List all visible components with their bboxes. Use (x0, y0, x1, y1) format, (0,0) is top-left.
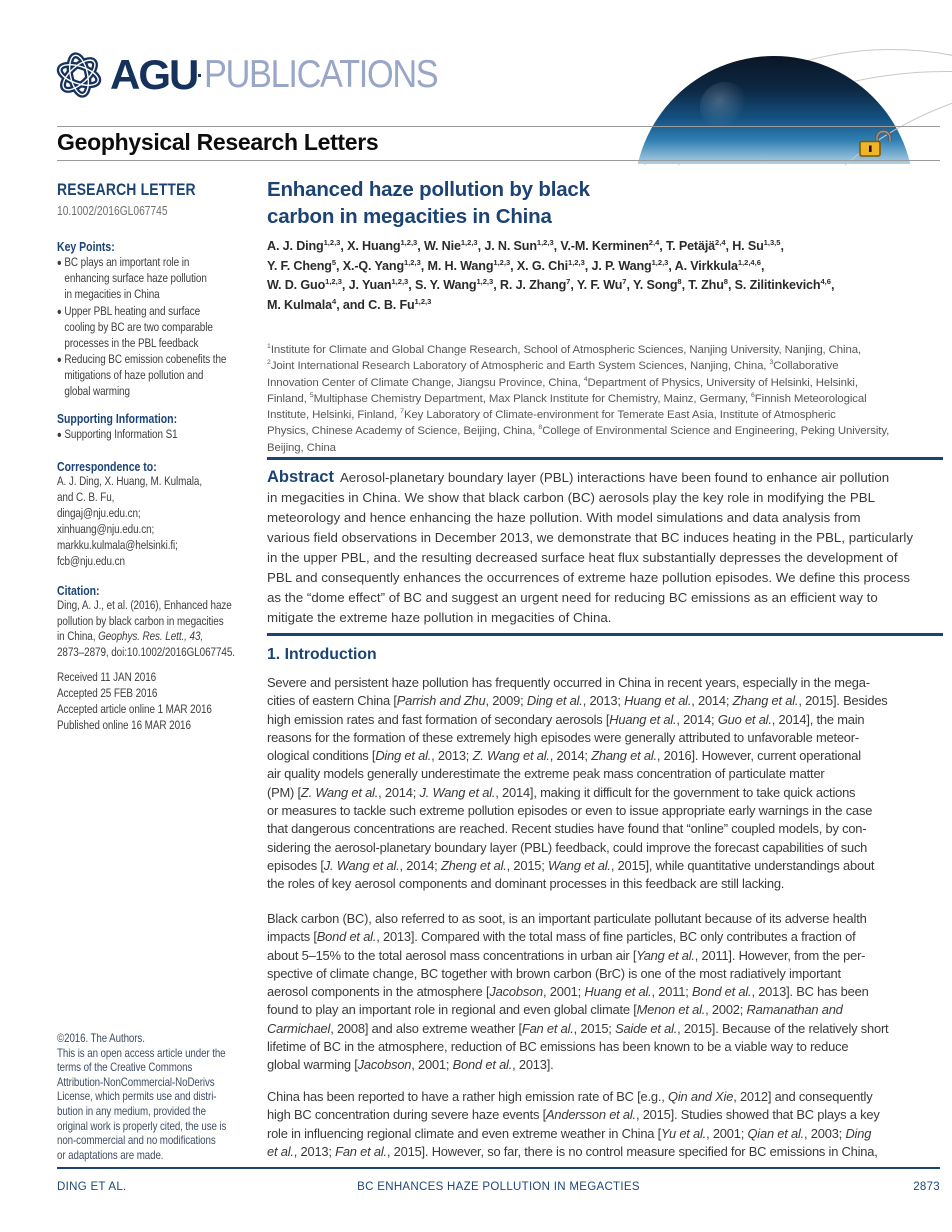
footer-running-title: BC ENHANCES HAZE POLLUTION IN MEGACTIES (357, 1181, 640, 1193)
author-list: A. J. Ding$^{1,2,3}$, X. Huang$^{1,2,3}$, W. Nie$^{1,2,3}$, J. N. Sun$^{1,2,3}$, V.-M. Kerminen$^{2,4}$, T. Petäjä$^{2,4}$, H. Su$^{1,3,5}$, Y. F. Cheng$^5$, X.-Q. Yang$^{1,2,3}$, M. H. Wang$^{1,2,3}$, X. G. Chi$^{1,2,3}$, J. P. Wang$^{1,2,3}$, A. Virkkula$^{1,2,4,6}$, W. D. Guo$^{1,2,3}$, J. Yuan$^{1,2,3}$, S. Y. Wang$^{1,2,3}$, R. J. Zhang$^7$, Y. F. Wu$^7$, Y. Song$^8$, T. Zhu$^8$, S. Zilitinkevich$^{4,6}$, M. Kulmala$^4$, and C. B. Fu$^{1,2,3}$ (267, 237, 835, 312)
logo-publications-text: PUBLICATIONS (204, 53, 438, 96)
article-type: RESEARCH LETTER (57, 180, 196, 199)
article-title: Enhanced haze pollution by black carbon in megacities in China (267, 178, 590, 228)
bullet-icon: • (57, 255, 62, 272)
paragraph: Black carbon (BC), also referred to as soot, is an important particulate pollutant because of its adverse health impacts [Bond et al., 2013]. Compared with the total mass of fine particles, BC only contributes a fraction of about 5–15% to the total aerosol mass concentrations in urban air [Yang et al., 2011]. However, from the per- spective of climate change, BC together with brown carbon (BrC) is one of the most radiatively important aerosol components in the atmosphere [Jacobson, 2001; Huang et al., 2011; Bond et al., 2013]. BC has been found to play an important role in regional and even global climate [Menon et al., 2002; Ramanathan and Carmichael, 2008] and also extreme weather [Fan et al., 2015; Saide et al., 2015]. Because of the relatively short lifetime of BC in the atmosphere, reduction of BC emissions has been known to be a viable way to reduce global warming [Jacobson, 2001; Bond et al., 2013]. (267, 911, 889, 1073)
accepted-date: Accepted 25 FEB 2016 (57, 686, 158, 701)
agu-knot-icon (54, 50, 104, 100)
key-point-text: Reducing BC emission cobenefits the mitigations of haze pollution and global warming (64, 352, 227, 399)
supporting-info-text[interactable]: Supporting Information S1 (64, 427, 178, 442)
abstract-label: Abstract (267, 468, 334, 486)
abstract (267, 468, 943, 628)
affiliations: $^1$Institute for Climate and Global Change Research, School of Atmospheric Sciences, Nanjing University, Nanjing, China, $^2$Joint International Research Laboratory of Atmospheric and Earth System Sciences, Nanjing, China, $^3$Collaborative Innovation Center of Climate Change, Jiangsu Province, China, $^4$Department of Physics, University of Helsinki, Helsinki, Finland, $^5$Multiphase Chemistry Department, Max Planck Institute for Chemistry, Mainz, Germany, $^6$Finnish Meteorological Institute, Helsinki, Finland, $^7$Key Laboratory of Climate-environment for Temerate East Asia, Institute of Atmospheric Physics, Chinese Academy of Science, Beijing, China, $^8$College of Environmental Science and Engineering, Peking University, Beijing, China (267, 343, 890, 454)
correspondence-heading: Correspondence to: (57, 459, 157, 475)
key-points-heading: Key Points: (57, 239, 115, 254)
abstract-text: Aerosol-planetary boundary layer (PBL) interactions have been found to enhance air pollution in megacities in China. We show that black carbon (BC) aerosols play the key role in modifying the PBL meteorology and hence enhancing the haze pollution. With model simulations and data analysis from various field observations in December 2013, we demonstrate that BC induces heating in the PBL, particularly in the upper PBL, and the resulting decreased surface heat flux substantially depresses the development of PBL and consequently enhances the occurrences of extreme haze pollution episodes. We define this process as the “dome effect” of BC and suggest an urgent need for reducing BC emissions as an efficient way to mitigate the extreme haze pollution in megacities of China. (267, 470, 913, 625)
article-history (57, 670, 259, 734)
bullet-icon: • (57, 427, 62, 445)
received-date: Received 11 JAN 2016 (57, 670, 157, 685)
footer-page-number: 2873 (913, 1181, 940, 1193)
left-sidebar (57, 181, 259, 734)
paragraph: Severe and persistent haze pollution has frequently occurred in China in recent years, especially in the mega- cities of eastern China [Parrish and Zhu, 2009; Ding et al., 2013; Huang et al., 2014; Zhang et al., 2015]. Besides high emission rates and fast formation of secondary aerosols [Huang et al., 2014; Guo et al., 2014], the main reasons for the formation of these extremely high episodes were generally attributed to unfavorable meteor- ological conditions [Ding et al., 2013; Z. Wang et al., 2014; Zhang et al., 2016]. However, current operational air quality models generally underestimate the extreme peak mass concentration of particulate matter (PM) [Z. Wang et al., 2014; J. Wang et al., 2014], making it difficult for the government to take quick actions or measures to tackle such extreme pollution episodes or even to issue appropriate early warnings in the case that dangerous concentrations are reached. Recent studies have found that “online” coupled models, by con- sidering the aerosol-planetary boundary layer (PBL) feedback, could improve the forecast capabilities of such episodes [J. Wang et al., 2014; Zheng et al., 2015; Wang et al., 2015], while quantitative understandings about the roles of key aerosol components and dominant processes in this feedback are still lacking. (267, 675, 888, 892)
bullet-icon: • (57, 303, 62, 321)
logo-trademark (198, 74, 201, 77)
key-point-item (57, 352, 259, 400)
supporting-info-heading: Supporting Information: (57, 411, 178, 427)
journal-title: Geophysical Research Letters (57, 129, 379, 155)
header-rule-top (57, 126, 940, 127)
article-body (267, 176, 943, 1166)
correspondence-block[interactable]: A. J. Ding, X. Huang, M. Kulmala, and C. B. Fu, dingaj@nju.edu.cn; xinhuang@nju.edu.cn; markku.kulmala@helsinki.fi; fcb@nju.edu.cn (57, 474, 203, 568)
accepted-online-date: Accepted article online 1 MAR 2016 (57, 702, 212, 717)
citation-heading: Citation: (57, 582, 100, 598)
doi[interactable]: 10.1002/2016GL067745 (57, 204, 168, 218)
key-point-item (57, 304, 259, 352)
open-access-lock-icon[interactable] (858, 129, 894, 157)
section-rule (267, 457, 943, 460)
bullet-icon: • (57, 352, 62, 370)
agu-logo (54, 50, 470, 100)
key-point-text: Upper PBL heating and surface cooling by BC are two comparable processes in the PBL feedback (64, 303, 213, 350)
moon-shadow (700, 82, 750, 132)
key-point-text: BC plays an important role in enhancing surface haze pollution in megacities in China (64, 255, 207, 301)
earth-banner-image (600, 44, 952, 165)
copyright-notice: ©2016. The Authors. This is an open access article under the terms of the Creative Commons Attribution-NonCommercial-NoDerivs License, which permits use and distri- bution in any medium, provided the original work is properly cited, the use is non-commercial and no modifications or adaptations are made. (57, 1031, 227, 1162)
key-point-item (57, 255, 259, 303)
supporting-info-item[interactable] (57, 427, 259, 445)
paragraph: China has been reported to have a rather high emission rate of BC [e.g., Qin and Xie, 2012] and consequently high BC concentration during severe haze events [Andersson et al., 2015]. Studies showed that BC plays a key role in influencing regional climate and even extreme weather in China [Yu et al., 2001; Qian et al., 2003; Ding et al., 2013; Fan et al., 2015]. However, so far, there is no control measure specified for BC emissions in China, (267, 1089, 880, 1159)
section-rule (267, 633, 943, 636)
header-rule-bottom (57, 160, 940, 161)
footer-authors: DING ET AL. (57, 1181, 127, 1193)
footer-rule (57, 1167, 940, 1169)
introduction-heading: 1. Introduction (267, 646, 377, 663)
logo-agu-text: AGU (110, 51, 198, 98)
published-date: Published online 16 MAR 2016 (57, 717, 191, 732)
citation-block: Ding, A. J., et al. (2016), Enhanced haze pollution by black carbon in megacities in China, Geophys. Res. Lett., 43, 2873–2879, doi:10.1002/2016GL067745. (57, 597, 235, 660)
